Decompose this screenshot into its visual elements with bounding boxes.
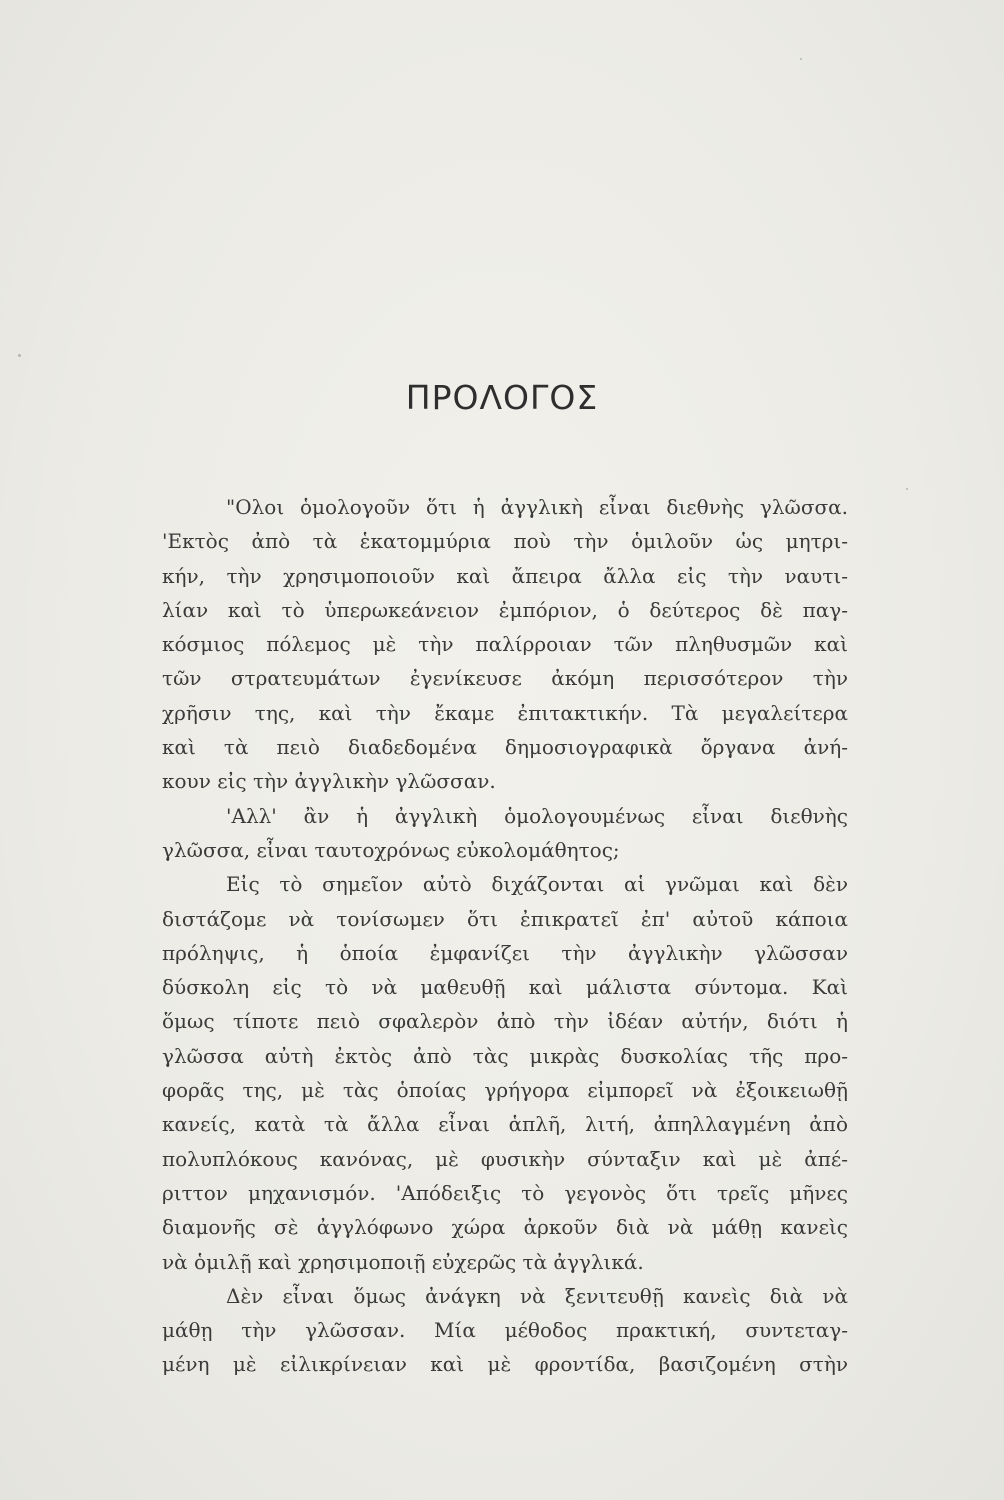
text-line: ὅμως τίποτε πειὸ σφαλερὸν ἀπὸ τὴν ἰδέαν αὐτήν, διότι ἡ	[162, 1009, 848, 1034]
text-line: κανείς, κατὰ τὰ ἄλλα εἶναι ἁπλῆ, λιτή, ἀπηλλαγμένη ἀπὸ	[162, 1112, 848, 1137]
text-line: μάθῃ τὴν γλῶσσαν. Μία μέθοδος πρακτική, συντεταγ-	[162, 1318, 848, 1343]
text-line: δύσκολη εἰς τὸ νὰ μαθευθῇ καὶ μάλιστα σύντομα. Καὶ	[162, 975, 848, 1000]
text-line: 'Εκτὸς ἀπὸ τὰ ἑκατομμύρια ποὺ τὴν ὁμιλοῦν ὡς μητρι-	[162, 529, 848, 554]
text-line: διαμονῆς σὲ ἀγγλόφωνο χώρα ἀρκοῦν διὰ νὰ μάθῃ κανεὶς	[162, 1215, 848, 1240]
text-line: φορᾶς της, μὲ τὰς ὁποίας γρήγορα εἰμπορεῖ νὰ ἐξοικειωθῇ	[162, 1078, 848, 1103]
paper-speck	[906, 488, 908, 490]
text-line: νὰ ὁμιλῇ καὶ χρησιμοποιῇ εὐχερῶς τὰ ἀγγλικά.	[162, 1249, 644, 1274]
text-line: Δὲν εἶναι ὅμως ἀνάγκη νὰ ξενιτευθῇ κανεὶς διὰ νὰ	[226, 1283, 848, 1308]
text-line: γλῶσσα αὐτὴ ἐκτὸς ἀπὸ τὰς μικρὰς δυσκολίας τῆς προ-	[162, 1043, 848, 1068]
text-line: κόσμιος πόλεμος μὲ τὴν παλίρροιαν τῶν πληθυσμῶν καὶ	[162, 632, 848, 657]
text-line: πολυπλόκους κανόνας, μὲ φυσικὴν σύνταξιν καὶ μὲ ἀπέ-	[162, 1146, 848, 1171]
text-line: 'Αλλ' ἂν ἡ ἀγγλικὴ ὁμολογουμένως εἶναι διεθνὴς	[226, 803, 848, 828]
page-title: ΠΡΟΛΟΓΟΣ	[405, 378, 599, 417]
text-line: πρόληψις, ἡ ὁποία ἐμφανίζει τὴν ἀγγλικὴν γλῶσσαν	[162, 940, 848, 965]
text-line: "Ολοι ὁμολογοῦν ὅτι ἡ ἀγγλικὴ εἶναι διεθνὴς γλῶσσα.	[226, 495, 848, 519]
text-line: τῶν στρατευμάτων ἐγενίκευσε ἀκόμη περισσότερον τὴν	[162, 666, 848, 691]
text-line: γλῶσσα, εἶναι ταυτοχρόνως εὐκολομάθητος;	[162, 837, 620, 862]
text-line: κουν εἰς τὴν ἀγγλικὴν γλῶσσαν.	[162, 769, 496, 794]
prologue-text	[162, 490, 848, 1382]
text-line: διστάζομε νὰ τονίσωμεν ὅτι ἐπικρατεῖ ἐπ' αὐτοῦ κάποια	[162, 906, 848, 931]
paper-speck	[800, 58, 802, 60]
text-line: Εἰς τὸ σημεῖον αὐτὸ διχάζονται αἱ γνῶμαι καὶ δὲν	[226, 872, 848, 897]
text-line: λίαν καὶ τὸ ὑπερωκεάνειον ἐμπόριον, ὁ δεύτερος δὲ παγ-	[162, 597, 848, 622]
text-line: χρῆσιν της, καὶ τὴν ἔκαμε ἐπιτακτικήν. Τὰ μεγαλείτερα	[162, 700, 848, 725]
paper-speck	[18, 354, 21, 357]
text-line: μένη μὲ εἰλικρίνειαν καὶ μὲ φροντίδα, βασιζομένη στὴν	[162, 1352, 848, 1377]
text-line: κήν, τὴν χρησιμοποιοῦν καὶ ἄπειρα ἄλλα εἰς τὴν ναυτι-	[162, 563, 848, 588]
text-line: καὶ τὰ πειὸ διαδεδομένα δημοσιογραφικὰ ὄργανα ἀνή-	[162, 735, 848, 760]
text-line: ριττον μηχανισμόν. 'Απόδειξις τὸ γεγονὸς ὅτι τρεῖς μῆνες	[162, 1180, 848, 1205]
